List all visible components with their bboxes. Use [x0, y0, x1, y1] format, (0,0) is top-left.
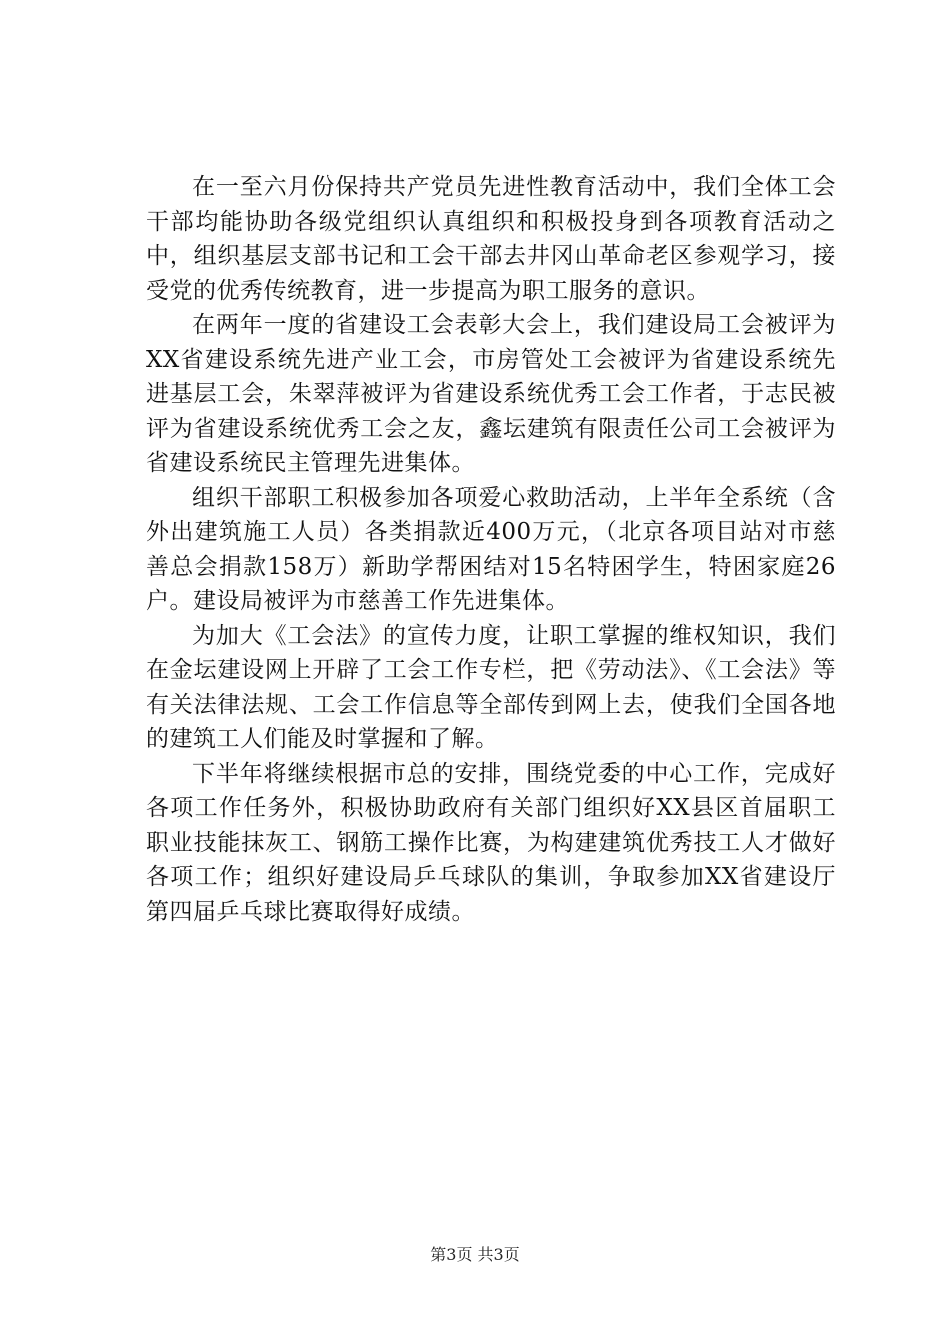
paragraph-donations: 组织干部职工积极参加各项爱心救助活动，上半年全系统（含外出建筑施工人员）各类捐款近400万元，（北京各项目站对市慈善总会捐款158万）新助学帮困结对15名特困学生，特困家庭26户。建设局被评为市慈善工作先进集体。	[146, 484, 836, 614]
paragraph-union-law-publicity: 为加大《工会法》的宣传力度，让职工掌握的维权知识，我们在金坛建设网上开辟了工会工作专栏，把《劳动法》、《工会法》等有关法律法规、工会工作信息等全部传到网上去，使我们全国各地的建筑工人们能及时掌握和了解。	[146, 622, 836, 752]
page-footer: 第3页 共3页	[430, 1245, 520, 1264]
document-body	[146, 170, 836, 929]
paragraph-second-half-plan: 下半年将继续根据市总的安排，围绕党委的中心工作，完成好各项工作任务外，积极协助政府有关部门组织好XX县区首届职工职业技能抹灰工、钢筋工操作比赛，为构建建筑优秀技工人才做好各项工作；组织好建设局乒乓球队的集训，争取参加XX省建设厅第四届乒乓球比赛取得好成绩。	[146, 760, 836, 925]
paragraph-awards: 在两年一度的省建设工会表彰大会上，我们建设局工会被评为XX省建设系统先进产业工会，市房管处工会被评为省建设系统先进基层工会，朱翠萍被评为省建设系统优秀工会工作者，于志民被评为省建设系统优秀工会之友，鑫坛建筑有限责任公司工会被评为省建设系统民主管理先进集体。	[146, 312, 836, 476]
paragraph-party-education: 在一至六月份保持共产党员先进性教育活动中，我们全体工会干部均能协助各级党组织认真组织和积极投身到各项教育活动之中，组织基层支部书记和工会干部去井冈山革命老区参观学习，接受党的优秀传统教育，进一步提高为职工服务的意识。	[146, 174, 836, 304]
